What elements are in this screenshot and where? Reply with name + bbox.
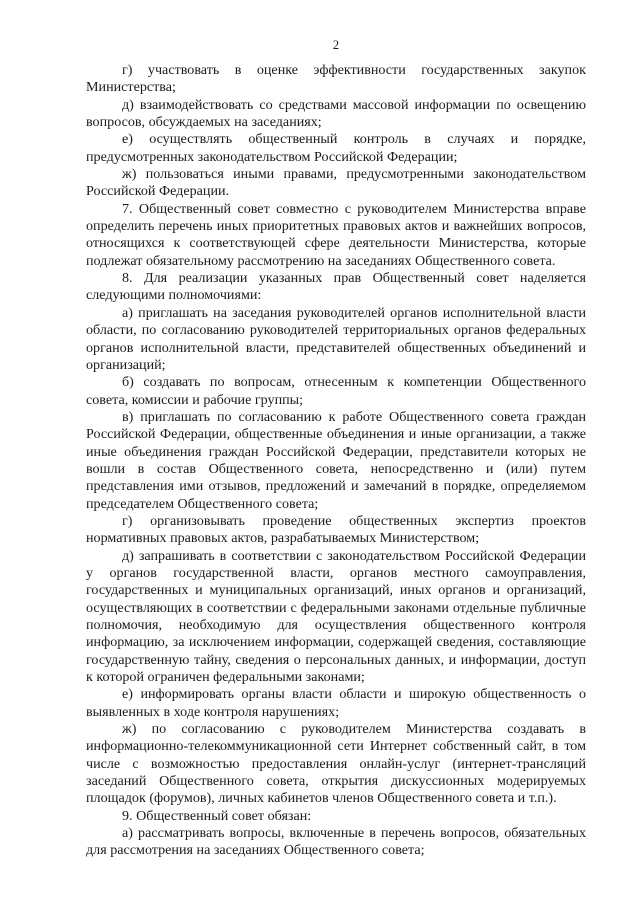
paragraph-6d: д) взаимодействовать со средствами массовой информации по освещению вопросов, обсуждаемых на заседаниях; — [86, 96, 586, 131]
paragraph-6zh: ж) пользоваться иными правами, предусмотренными законодательством Российской Федерации. — [86, 166, 586, 200]
paragraph-8zh: ж) по согласованию с руководителем Министерства создавать в информационно-телекоммуникационной сети Интернет собственный сайт, в том числе с возможностью предоставления онлайн-услуг (интернет-трансляций заседаний Общественного совета, открытия дискуссионных модерируемых площадок (форумов), личных кабинетов членов Общественного совета и т.п.). — [86, 721, 586, 807]
paragraph-6g: г) участвовать в оценке эффективности государственных закупок Министерства; — [86, 62, 586, 96]
paragraph-6e: е) осуществлять общественный контроль в случаях и порядке, предусмотренных законодательством Российской Федерации; — [86, 131, 586, 165]
document-body — [86, 62, 586, 860]
paragraph-8v: в) приглашать по согласованию к работе Общественного совета граждан Российской Федерации, общественные объединения и иные организации, а также иные объединения граждан Российской Федерации, представители которых не вошли в состав Общественного совета, непосредственно и (или) путем представления ими отзывов, предложений и замечаний в порядке, определяемом председателем Общественного совета; — [86, 408, 586, 512]
paragraph-8e: е) информировать органы власти области и широкую общественность о выявленных в ходе контроля нарушениях; — [86, 686, 586, 720]
paragraph-9: 9. Общественный совет обязан: — [122, 807, 312, 824]
paragraph-9a: а) рассматривать вопросы, включенные в перечень вопросов, обязательных для рассмотрения на заседаниях Общественного совета; — [86, 825, 586, 859]
paragraph-8a: а) приглашать на заседания руководителей органов исполнительной власти области, по согласованию руководителей территориальных органов федеральных органов исполнительной власти, представителей общественных объединений и организаций; — [86, 304, 586, 373]
paragraph-8g: г) организовывать проведение общественных экспертиз проектов нормативных правовых актов, разрабатываемых Министерством; — [86, 512, 586, 547]
paragraph-8d: д) запрашивать в соответствии с законодательством Российской Федерации у органов государственной власти, органов местного самоуправления, государственных и муниципальных организаций, иных органов и организаций, осуществляющих в соответствии с федеральными законами отдельные публичные полномочия, необходимую для осуществления общественного контроля информацию, за исключением информации, содержащей сведения, составляющие государственную тайну, сведения о персональных данных, и информации, доступ к которой ограничен федеральными законами; — [86, 547, 586, 686]
paragraph-8: 8. Для реализации указанных прав Общественный совет наделяется следующими полномочиями: — [86, 270, 586, 304]
page-number: 2 — [332, 38, 340, 52]
paragraph-7: 7. Общественный совет совместно с руководителем Министерства вправе определить перечень иных приоритетных правовых актов и важнейших вопросов, относящихся к соответствующей сфере деятельности Министерства, которые подлежат обязательному рассмотрению на заседаниях Общественного совета. — [86, 200, 586, 269]
paragraph-8b: б) создавать по вопросам, отнесенным к компетенции Общественного совета, комиссии и рабочие группы; — [86, 374, 586, 408]
